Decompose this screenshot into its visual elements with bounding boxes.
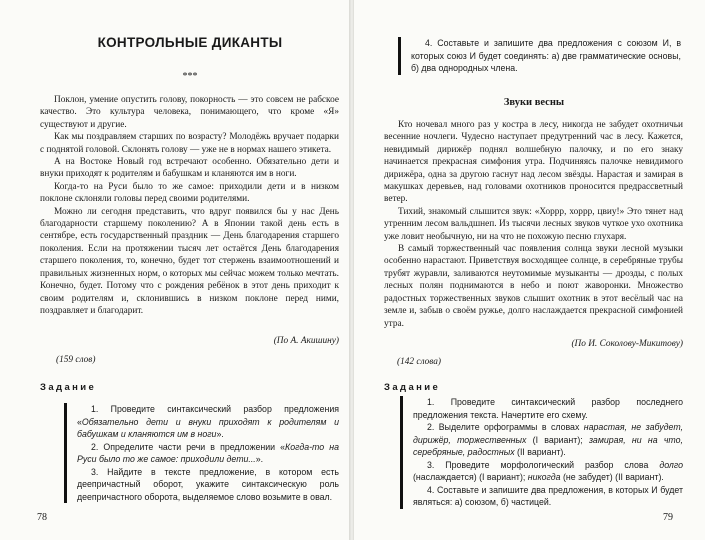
right-page <box>354 0 705 540</box>
paragraph: В самый торжественный час появления солнца звуки лесной музыки особенно нарастают. Приветствуя восходящее солнце, в серебряные трубы трубят журавли, заливаются неутомимые музыканты — дрозды, с полых лесных полян поднимаются в небо и поют жаворонки. Множество радостных торжественных звуков слышит охотник в этот весёлый час на земле и, забыв о своём ружье, долго наслаждается прекрасной симфонией утра. <box>384 244 683 329</box>
author-attribution: (По И. Соколову-Микитову) <box>571 339 683 349</box>
assignment-heading: Задание <box>40 382 97 393</box>
left-text <box>40 94 339 317</box>
task-item: 3. Проведите морфологический разбор слова долго (наслаждается) (I вариант); никогда (не забудет) (II вариант). <box>413 459 683 482</box>
task-item: 1. Проведите синтаксический разбор предложения «Обязательно дети и внуки приходят к родителям и бабушкам и кланяются им в ноги». <box>77 404 339 439</box>
paragraph: Кто ночевал много раз у костра в лесу, никогда не забудет охотничьи весенние ночлеги. Чудесно наступает предутренний час в лесу. Кажется, невидимый дирижёр поднял волшебную палочку, и по его знаку начинается прекрасная симфония утра. Подчиняясь палочке невидимого дирижёра, одна за другою гаснут над лесом звёзды. Нарастая и замирая в макушках деревьев, над головами охотников проносится предрассветный ветер. <box>384 120 683 205</box>
left-page <box>0 0 350 540</box>
paragraph: Поклон, умение опустить голову, покорность — это совсем не рабское качество. Это культура человека, понимающего, что кроме «Я» существуют и другие. <box>40 95 339 130</box>
paragraph: Тихий, знакомый слышится звук: «Хоррр, хоррр, цвиу!» Это тянет над утренним лесом вальдшнеп. Из тысячи лесных звуков чуткое ухо охотника уже ловит необычную, ни на что не похожую песню глухаря. <box>384 206 683 242</box>
word-count: (142 слова) <box>397 357 442 367</box>
task-item: 3. Найдите в тексте предложение, в котором есть деепричастный оборот, укажите синтаксическую роль деепричастного оборота, выделяемое слово возьмите в овал. <box>77 466 339 502</box>
assignment-heading: Задание <box>384 382 441 393</box>
paragraph: Можно ли сегодня представить, что вдруг появился бы у нас День благодарности старшему поколению? А в Японии такой день есть в сентябре, есть государственный праздник — День благодарения старшего поколения. Если на протяжении тысяч лет остаётся День благодарения старшего поколения, то, конечно, будет тот стержень взаимоотношений и правильных жизненных норм, о которых мы сейчас можем только мечтать. Конечно, будет. Потому что с рождения ребёнок в этот день приходит к своим родителям и, склонившись в низком поклоне перед ними, поздравляет и благодарит. <box>40 206 339 316</box>
paragraph: Как мы поздравляем старших по возрасту? Молодёжь вручает подарки с поднятой головой. Склонять голову — уже не в нормах нашего этикета. <box>40 132 339 155</box>
paragraph: Когда-то на Руси было то же самое: приходили дети и в низком поклоне склоняли головы перед своими родителями. <box>40 181 339 205</box>
carry-task-box <box>398 37 681 75</box>
right-text <box>384 119 683 330</box>
task-box <box>400 396 683 509</box>
task-item: 4. Составьте и запишите два предложения с союзом И, в которых союз И будет соединять: а) две грамматические основы, б) два однородных члена. <box>411 38 681 73</box>
task-item: 1. Проведите синтаксический разбор последнего предложения текста. Начертите его схему. <box>413 397 683 420</box>
word-count: (159 слов) <box>56 355 96 365</box>
task-item: 4. Составьте и запишите два предложения, в которых И будет являться: а) союзом, б) частицей. <box>413 484 683 507</box>
task-box <box>64 403 339 503</box>
task-item: 2. Определите части речи в предложении «Когда-то на Руси было то же самое: приходили дети...». <box>77 441 339 464</box>
page-number: 78 <box>37 512 47 523</box>
author-attribution: (По А. Акишину) <box>273 336 339 346</box>
page-title: КОНТРОЛЬНЫЕ ДИКАНТЫ <box>97 35 283 50</box>
paragraph: А на Востоке Новый год встречают особенно. Обязательно дети и внуки приходят к родителям и бабушкам и кланяются им в ноги. <box>40 157 339 180</box>
page-number: 79 <box>663 512 673 523</box>
task-item: 2. Выделите орфограммы в словах нарастая, не забудет, дирижёр, торжественных (I вариант); замирая, ни на что, серебряные, радостных (II вариант). <box>413 422 683 457</box>
text-subtitle: Звуки весны <box>503 97 565 108</box>
separator: *** <box>182 71 198 82</box>
